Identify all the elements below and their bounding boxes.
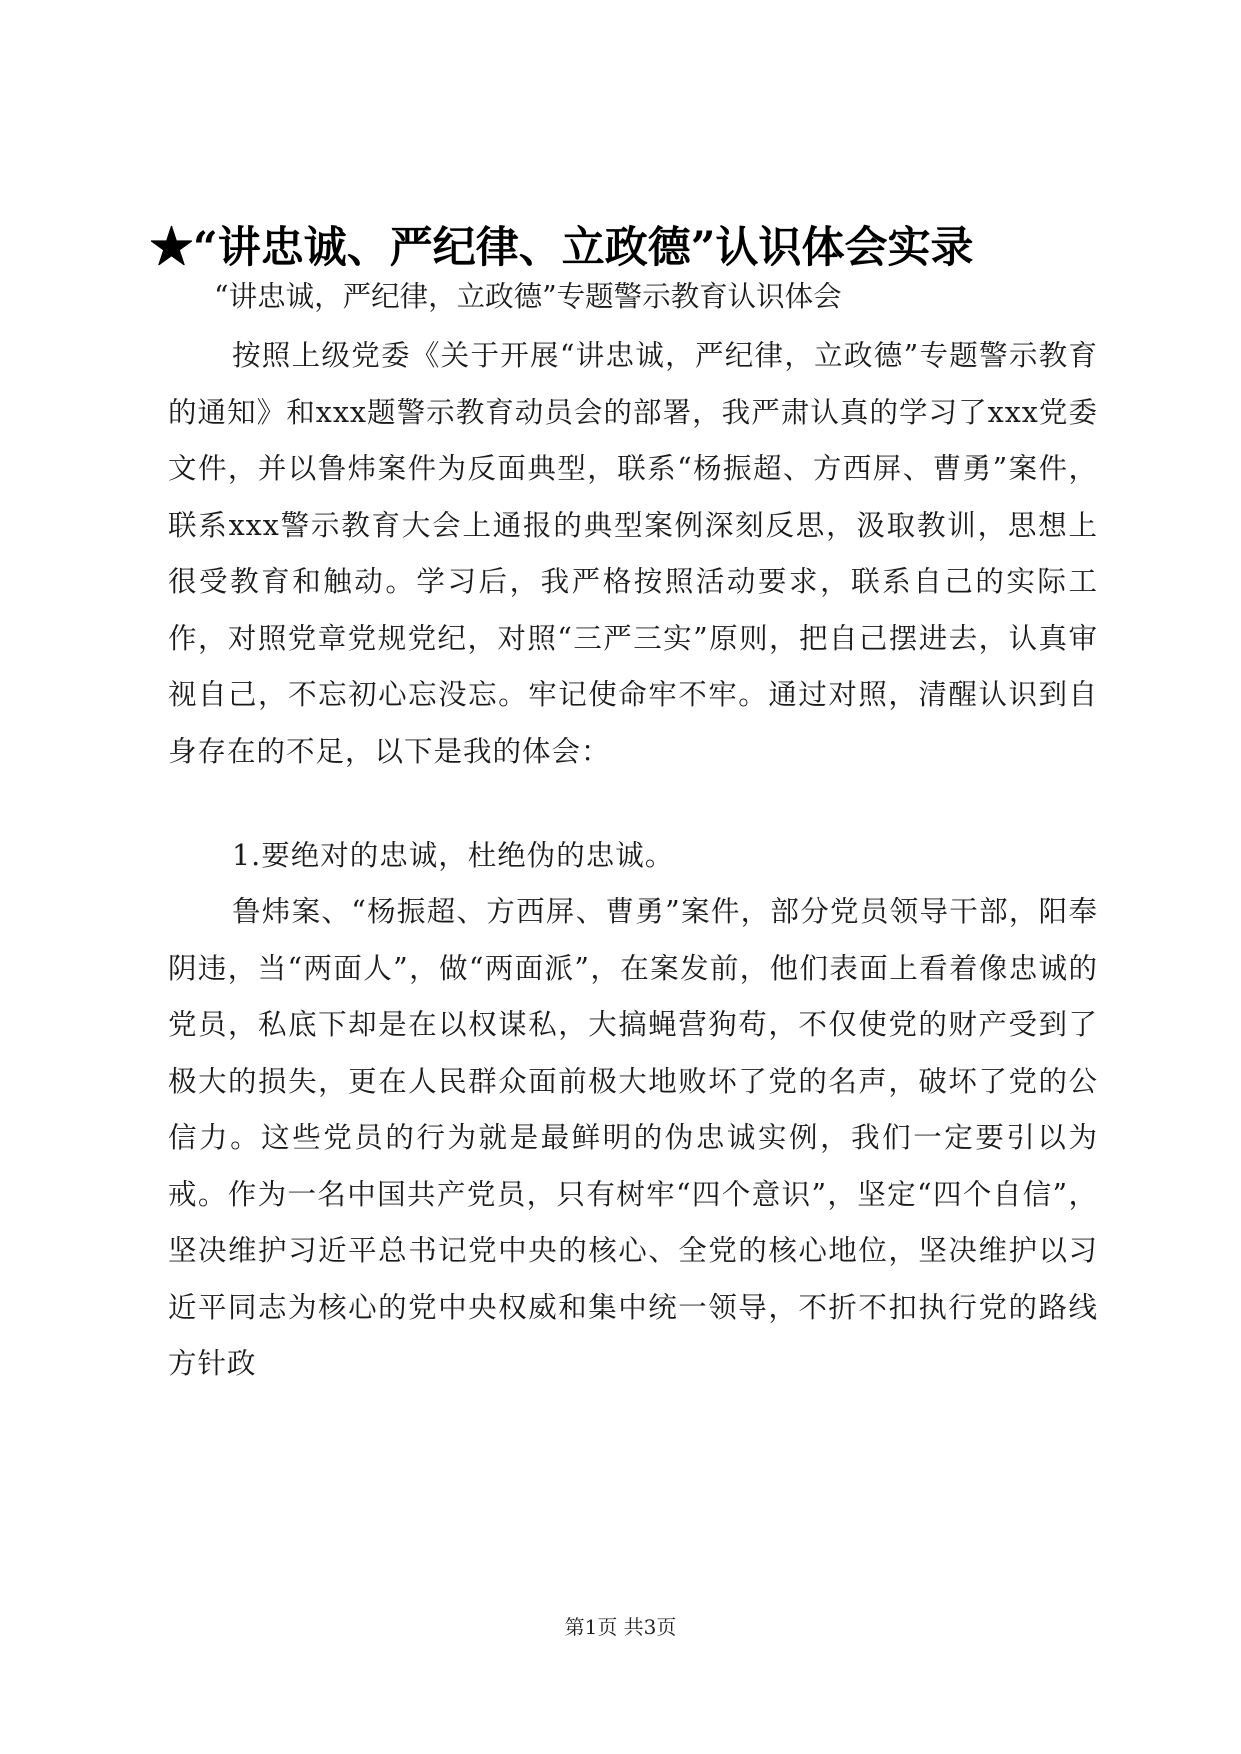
- section-heading: 1.要绝对的忠诚，杜绝伪的忠诚。: [232, 839, 675, 872]
- document-title: ★“讲忠诚、严纪律、立政德”认识体会实录: [150, 223, 974, 273]
- page-number: 第1页 共3页: [564, 1615, 677, 1639]
- document-subtitle: “讲忠诚，严纪律，立政德”专题警示教育认识体会: [214, 280, 842, 313]
- body-paragraph: 按照上级党委《关于开展“讲忠诚，严纪律，立政德”专题警示教育的通知》和xxx题警示教育动员会的部署，我严肃认真的学习了xxx党委文件，并以鲁炜案件为反面典型，联系“杨振超、方西屏、曹勇”案件，联系xxx警示教育大会上通报的典型案例深刻反思，汲取教训，思想上很受教育和触动。学习后，我严格按照活动要求，联系自己的实际工作，对照党章党规党纪，对照“三严三实”原则，把自己摆进去，认真审视自己，不忘初心忘没忘。牢记使命牢不牢。通过对照，清醒认识到自身存在的不足，以下是我的体会：: [168, 339, 1098, 768]
- body-paragraph: 鲁炜案、“杨振超、方西屏、曹勇”案件，部分党员领导干部，阳奉阴违，当“两面人”，做“两面派”，在案发前，他们表面上看着像忠诚的党员，私底下却是在以权谋私，大搞蝇营狗苟，不仅使党的财产受到了极大的损失，更在人民群众面前极大地败坏了党的名声，破坏了党的公信力。这些党员的行为就是最鲜明的伪忠诚实例，我们一定要引以为戒。作为一名中国共产党员，只有树牢“四个意识”，坚定“四个自信”，坚决维护习近平总书记党中央的核心、全党的核心地位，坚决维护以习近平同志为核心的党中央权威和集中统一领导，不折不扣执行党的路线方针政: [168, 895, 1098, 1380]
